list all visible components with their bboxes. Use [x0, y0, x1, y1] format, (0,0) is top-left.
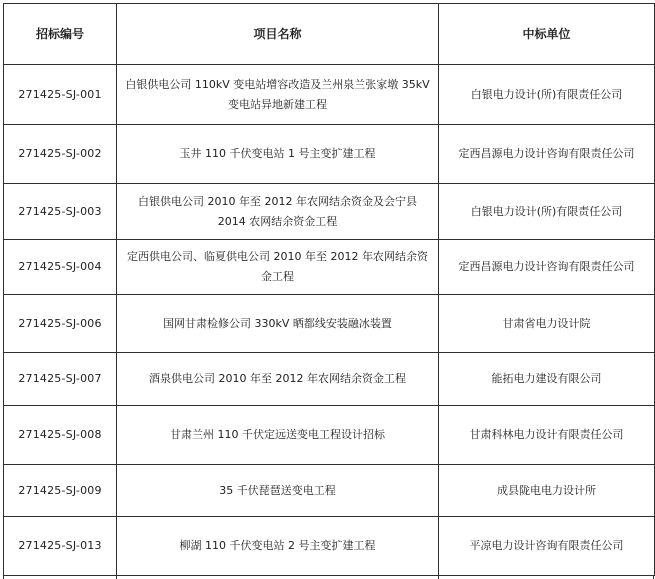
table-row — [4, 353, 655, 406]
next-row-edge — [3, 575, 654, 579]
table-row — [4, 517, 655, 576]
project-name-cell: 白银供电公司 110kV 变电站增容改造及兰州泉兰张家墩 35kV 变电站异地新建工程 — [117, 65, 439, 125]
column-border — [438, 575, 439, 579]
winning-company-cell: 白银电力设计(所)有限责任公司 — [439, 184, 655, 240]
project-name-cell: 35 千伏琵琶送变电工程 — [117, 465, 439, 517]
project-name-cell: 国网甘肃检修公司 330kV 晒都线安装融冰装置 — [117, 295, 439, 353]
column-border — [653, 575, 654, 579]
project-name-cell: 酒泉供电公司 2010 年至 2012 年农网结余资金工程 — [117, 353, 439, 406]
table-row — [4, 240, 655, 295]
winning-company-cell: 定西昌源电力设计咨询有限责任公司 — [439, 240, 655, 295]
bid-number-cell: 271425-SJ-008 — [4, 406, 117, 465]
bid-number-cell: 271425-SJ-007 — [4, 353, 117, 406]
project-name-cell: 柳湖 110 千伏变电站 2 号主变扩建工程 — [117, 517, 439, 576]
table-row — [4, 184, 655, 240]
winning-company-cell: 定西昌源电力设计咨询有限责任公司 — [439, 125, 655, 184]
header-bid-number: 招标编号 — [4, 4, 117, 65]
project-name-cell: 甘肃兰州 110 千伏定远送变电工程设计招标 — [117, 406, 439, 465]
bid-number-cell: 271425-SJ-006 — [4, 295, 117, 353]
bid-number-cell: 271425-SJ-009 — [4, 465, 117, 517]
bid-results-table — [3, 3, 655, 576]
winning-company-cell: 成县陇电电力设计所 — [439, 465, 655, 517]
project-name-cell: 白银供电公司 2010 年至 2012 年农网结余资金及会宁县 2014 农网结余资金工程 — [117, 184, 439, 240]
header-winning-company: 中标单位 — [439, 4, 655, 65]
project-name-cell: 定西供电公司、临夏供电公司 2010 年至 2012 年农网结余资金工程 — [117, 240, 439, 295]
bid-number-cell: 271425-SJ-001 — [4, 65, 117, 125]
table-row — [4, 65, 655, 125]
winning-company-cell: 甘肃科林电力设计有限责任公司 — [439, 406, 655, 465]
winning-company-cell: 甘肃省电力设计院 — [439, 295, 655, 353]
winning-company-cell: 能拓电力建设有限公司 — [439, 353, 655, 406]
table-row — [4, 295, 655, 353]
winning-company-cell: 平凉电力设计咨询有限责任公司 — [439, 517, 655, 576]
table-row — [4, 406, 655, 465]
winning-company-cell: 白银电力设计(所)有限责任公司 — [439, 65, 655, 125]
column-border — [3, 575, 4, 579]
bid-number-cell: 271425-SJ-004 — [4, 240, 117, 295]
column-border — [116, 575, 117, 579]
table-row — [4, 125, 655, 184]
project-name-cell: 玉井 110 千伏变电站 1 号主变扩建工程 — [117, 125, 439, 184]
bid-number-cell: 271425-SJ-003 — [4, 184, 117, 240]
header-row — [4, 4, 655, 65]
header-project-name: 项目名称 — [117, 4, 439, 65]
bid-number-cell: 271425-SJ-013 — [4, 517, 117, 576]
table-row — [4, 465, 655, 517]
bid-number-cell: 271425-SJ-002 — [4, 125, 117, 184]
